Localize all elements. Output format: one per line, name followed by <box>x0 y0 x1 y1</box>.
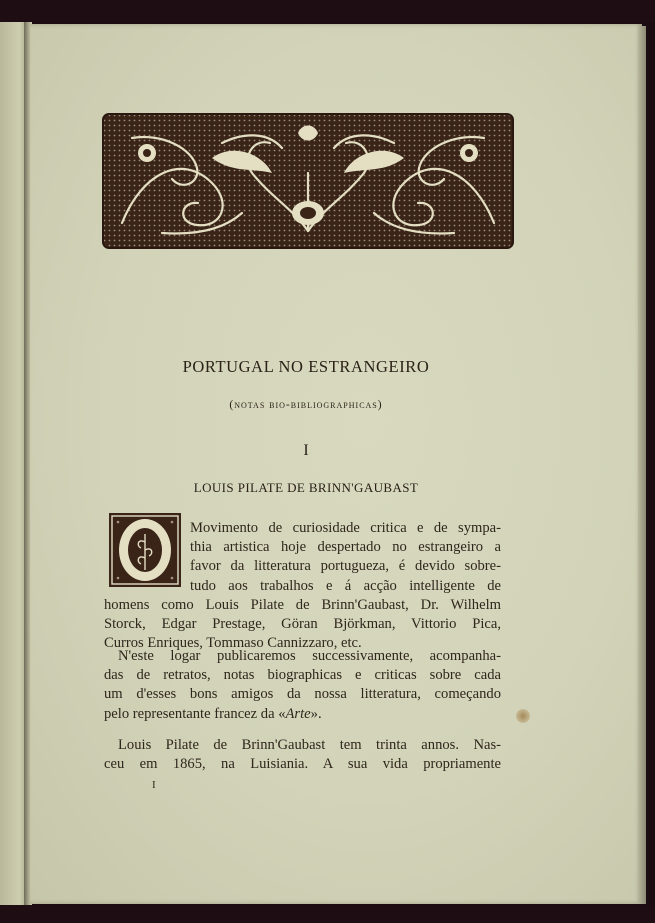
page-subtitle: (notas bio-bibliographicas) <box>229 399 383 411</box>
signature-mark: I <box>152 779 156 791</box>
italic-title: Arte <box>285 705 311 722</box>
text-line <box>104 705 501 724</box>
text-line: Louis Pilate de Brinn'Gaubast tem trinta annos. Nas- <box>118 737 501 753</box>
text-line: das de retratos, notas biographicas e criticas sobre cada <box>104 667 501 684</box>
scan-frame-top <box>0 0 655 22</box>
text-line: Storck, Edgar Prestage, Göran Björkman, Vittorio Pica, <box>104 616 501 633</box>
text-line: thia artistica hoje despertado no estrangeiro a <box>190 539 501 556</box>
scan-frame-bottom <box>0 905 655 923</box>
foxing-stain <box>516 709 530 723</box>
text-line: favor da litteratura portugueza, é devido sobre- <box>190 558 501 575</box>
paragraph-plan <box>104 647 501 724</box>
section-heading: LOUIS PILATE DE BRINN'GAUBAST <box>193 480 419 495</box>
text-line: Curros Enriques, Tommaso Cannizzaro, etc. <box>104 635 362 652</box>
section-number: I <box>303 442 309 459</box>
floral-birds-headpiece-icon <box>102 113 514 249</box>
text-line: homens como Louis Pilate de Brinn'Gaubast, Dr. Wilhelm <box>104 596 501 613</box>
text-fragment: ». <box>310 705 322 722</box>
text-line: tudo aos trabalhos e á acção intelligente de <box>190 577 501 594</box>
page-fore-edge <box>638 26 646 904</box>
text-line: Movimento de curiosidade critica e de sympa- <box>190 520 501 536</box>
text-fragment: pelo representante francez da « <box>104 705 286 722</box>
text-line: N'este logar publicaremos successivamente, acompanha- <box>118 648 501 664</box>
text-line: um d'esses bons amigos da nossa litteratura, começando <box>104 686 501 703</box>
paragraph-intro <box>104 519 501 653</box>
paragraph-biography <box>104 736 501 774</box>
text-line: ceu em 1865, na Luisiania. A sua vida propriamente <box>104 756 501 773</box>
page-title: PORTUGAL NO ESTRANGEIRO <box>182 357 430 376</box>
